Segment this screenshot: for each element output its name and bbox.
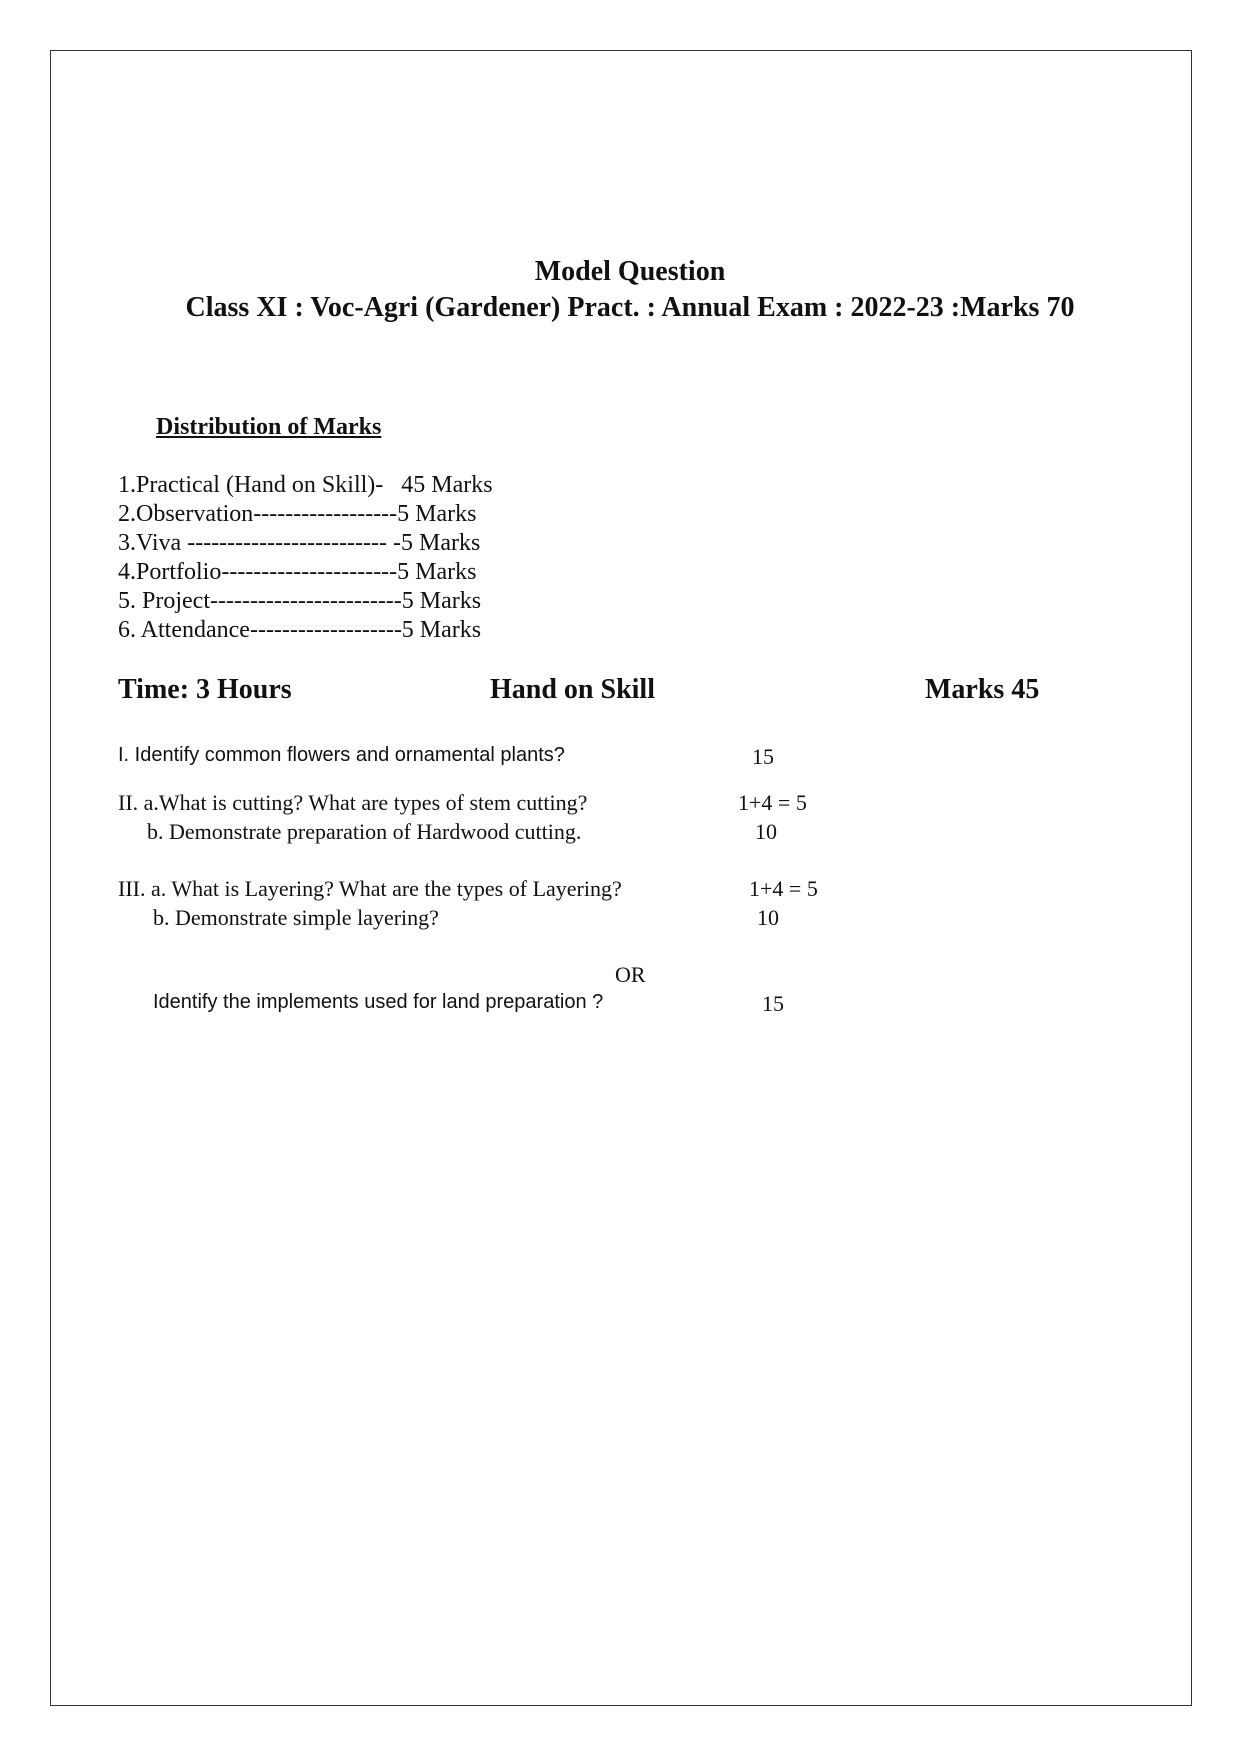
question-3-alt-marks: 15 <box>762 991 784 1016</box>
distribution-item-observation: 2.Observation------------------5 Marks <box>118 501 477 527</box>
page-title: Model Question <box>534 256 726 287</box>
question-2b-text: b. Demonstrate preparation of Hardwood cutting. <box>147 819 582 844</box>
question-2a-text: II. a.What is cutting? What are types of stem cutting? <box>118 790 588 815</box>
question-1-text: I. Identify common flowers and ornamental plants? <box>118 744 565 766</box>
distribution-item-viva: 3.Viva ------------------------- -5 Marks <box>118 530 481 556</box>
exam-subtitle: Class XI : Voc-Agri (Gardener) Pract. : Annual Exam : 2022-23 :Marks 70 <box>185 292 1075 323</box>
question-3b-marks: 10 <box>757 905 779 930</box>
or-separator: OR <box>615 962 646 987</box>
distribution-item-project: 5. Project------------------------5 Marks <box>118 588 482 614</box>
question-2a-marks: 1+4 = 5 <box>738 790 807 815</box>
question-3a-text: III. a. What is Layering? What are the types of Layering? <box>118 876 622 901</box>
section-title: Hand on Skill <box>490 674 655 705</box>
question-2b-marks: 10 <box>755 819 777 844</box>
question-3a-marks: 1+4 = 5 <box>749 876 818 901</box>
question-1-marks: 15 <box>752 744 774 769</box>
distribution-heading: Distribution of Marks <box>156 414 382 440</box>
question-3b-text: b. Demonstrate simple layering? <box>153 905 439 930</box>
section-marks: Marks 45 <box>925 674 1040 705</box>
time-label: Time: 3 Hours <box>118 674 292 705</box>
distribution-item-portfolio: 4.Portfolio----------------------5 Marks <box>118 559 477 585</box>
distribution-item-attendance: 6. Attendance-------------------5 Marks <box>118 617 482 643</box>
distribution-item-practical: 1.Practical (Hand on Skill)- 45 Marks <box>118 472 493 498</box>
question-3-alt-text: Identify the implements used for land preparation ? <box>153 991 604 1013</box>
